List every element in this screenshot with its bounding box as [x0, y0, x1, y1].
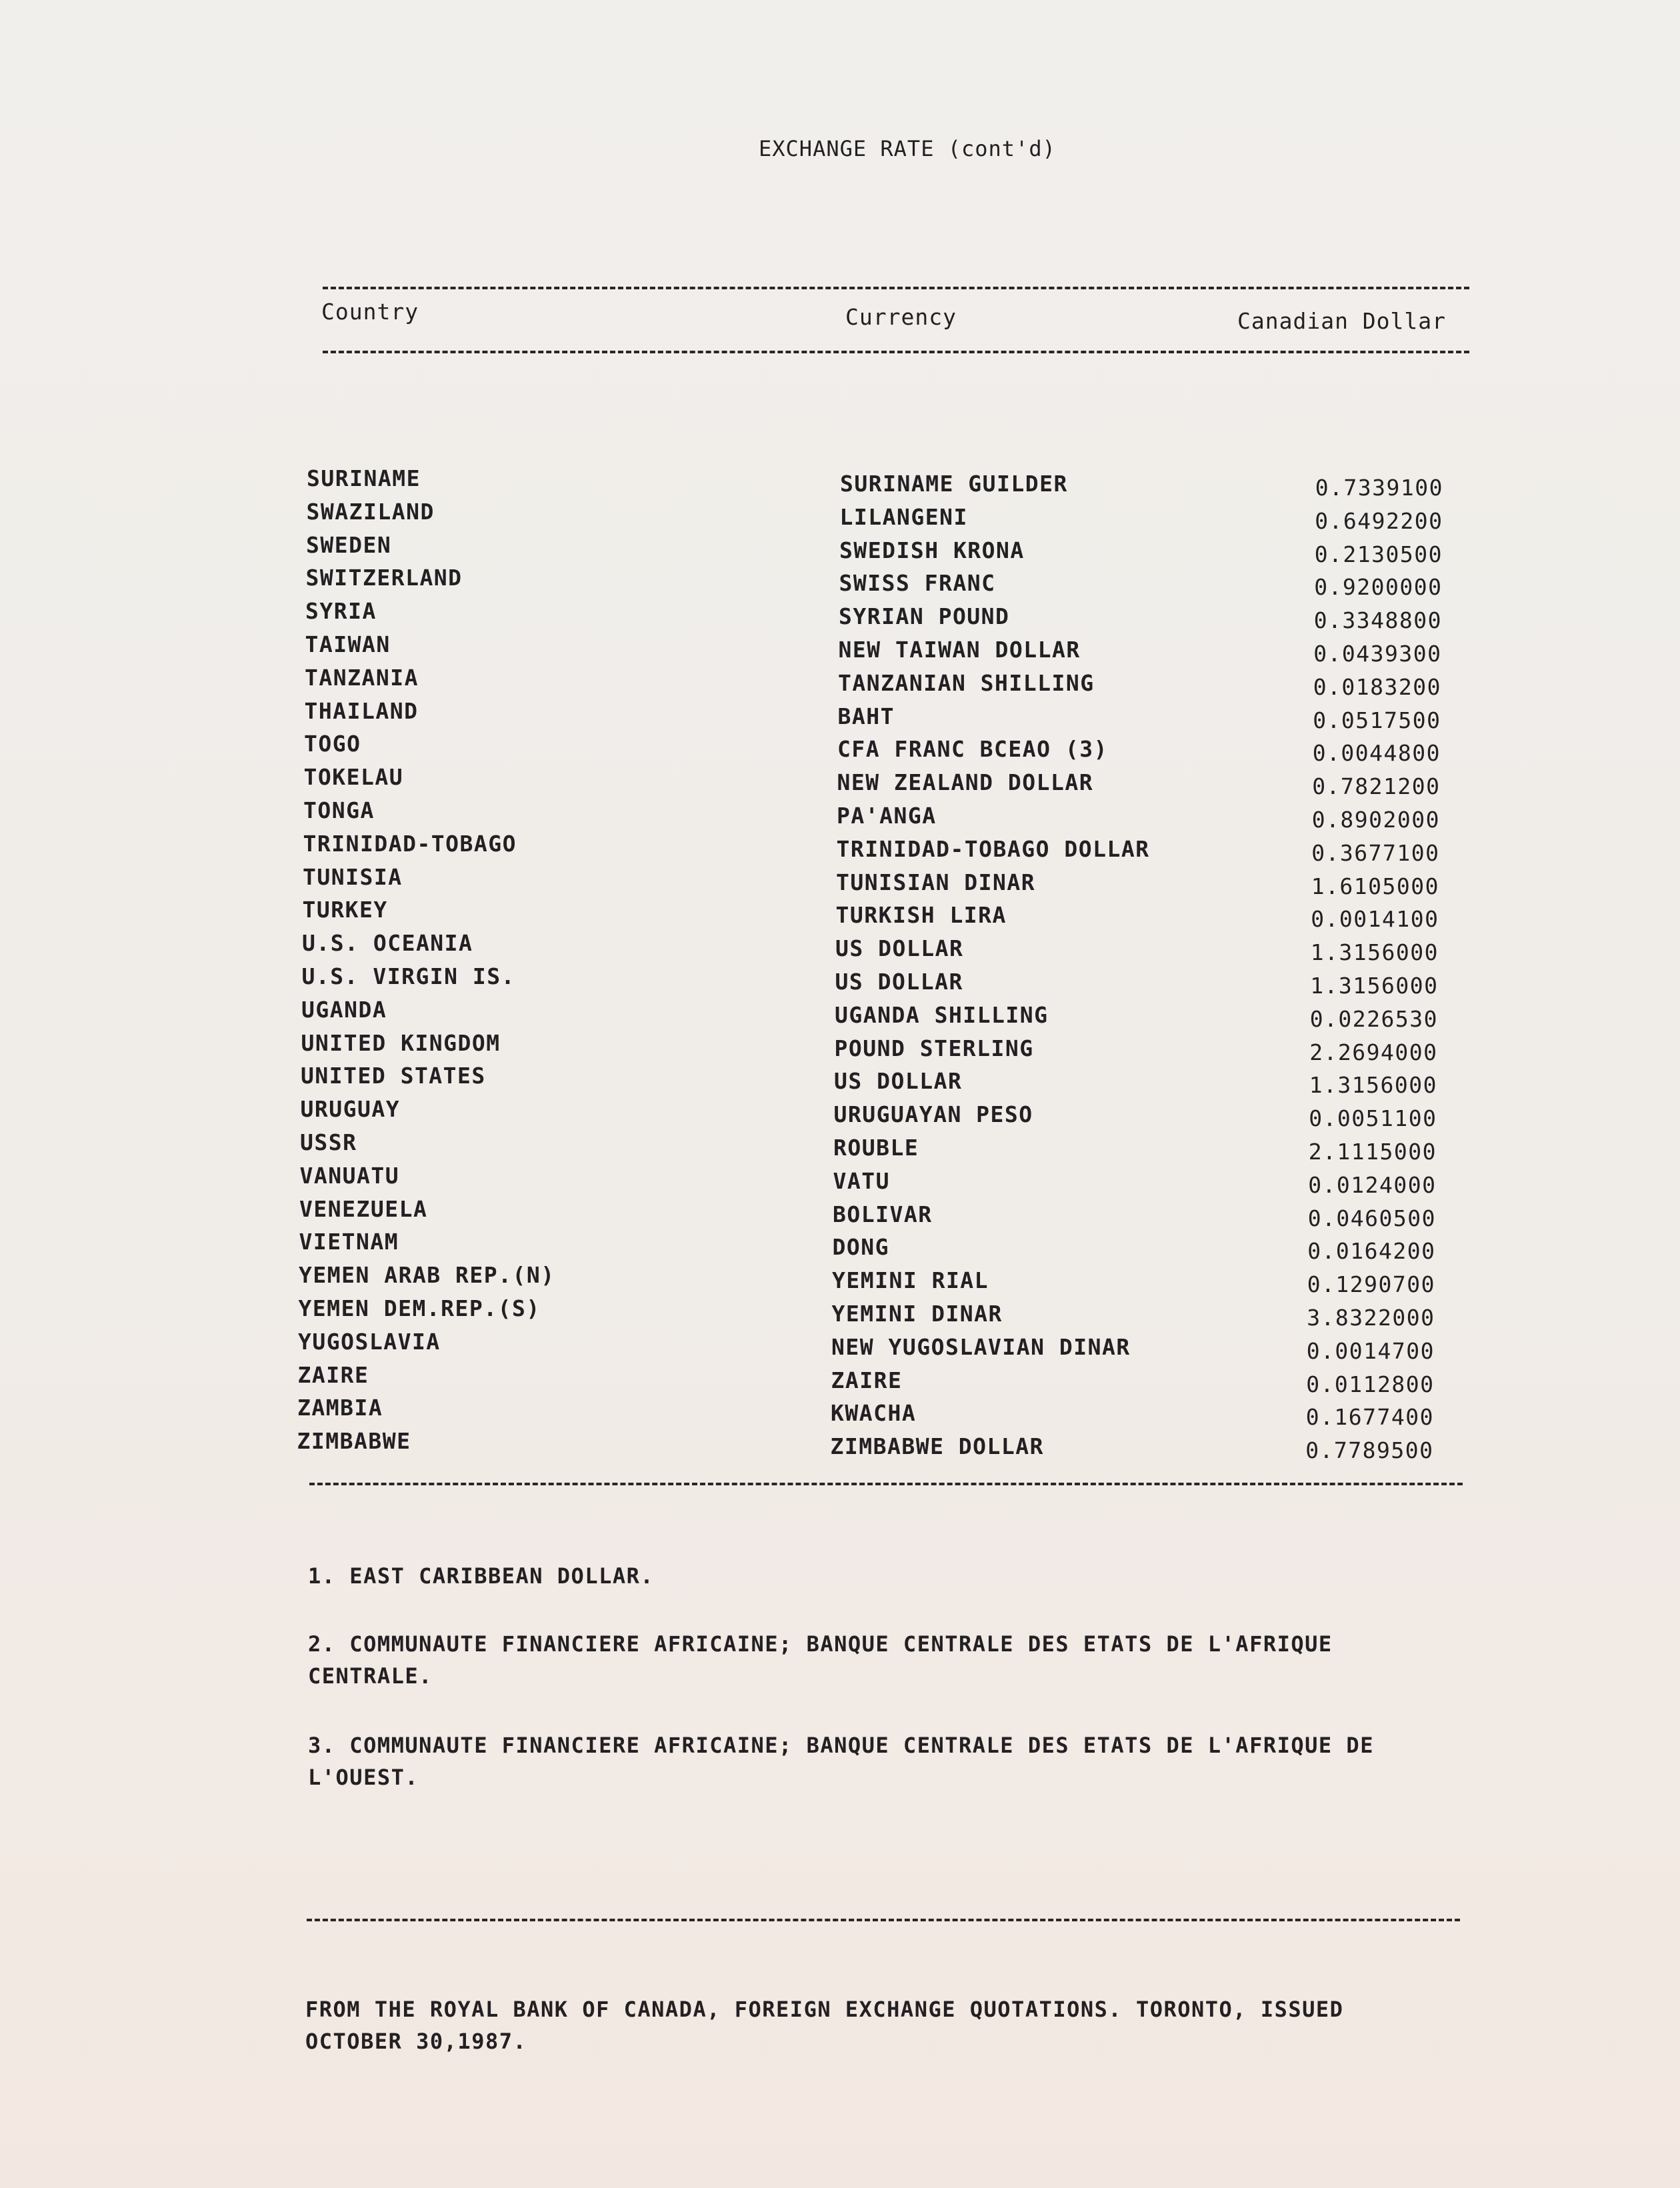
- rate-cell: 0.6492200: [1315, 507, 1443, 534]
- country-cell: ZIMBABWE: [297, 1428, 411, 1455]
- rate-cell: 3.8322000: [1307, 1304, 1435, 1331]
- header-top-rule: [323, 287, 1469, 289]
- footnote-3: 3. COMMUNAUTE FINANCIERE AFRICAINE; BANQUE CENTRALE DES ETATS DE L'AFRIQUE DE L'OUEST.: [308, 1733, 1374, 1790]
- rate-cell: 0.0164200: [1307, 1238, 1436, 1265]
- currency-cell: YEMINI RIAL: [832, 1267, 989, 1294]
- footnote-2: 2. COMMUNAUTE FINANCIERE AFRICAINE; BANQUE CENTRALE DES ETATS DE L'AFRIQUE CENTRALE.: [308, 1631, 1333, 1689]
- currency-cell: NEW TAIWAN DOLLAR: [838, 636, 1081, 663]
- column-header-country: Country: [321, 299, 419, 325]
- table-row: [302, 897, 1449, 933]
- currency-cell: LILANGENI: [839, 503, 968, 530]
- rate-cell: 0.0051100: [1309, 1105, 1437, 1132]
- currency-cell: NEW ZEALAND DOLLAR: [837, 769, 1094, 796]
- table-row: [307, 499, 1453, 532]
- table-bottom-rule: [309, 1483, 1463, 1485]
- currency-cell: YEMINI DINAR: [831, 1300, 1003, 1327]
- currency-cell: TURKISH LIRA: [835, 902, 1007, 929]
- rate-cell: 0.7789500: [1305, 1437, 1434, 1464]
- table-row: [306, 532, 1453, 565]
- country-cell: SWEDEN: [306, 531, 392, 558]
- currency-cell: URUGUAYAN PESO: [833, 1101, 1033, 1128]
- rate-cell: 0.0517500: [1313, 707, 1441, 733]
- table-row: [300, 1129, 1447, 1163]
- country-cell: THAILAND: [304, 697, 419, 724]
- currency-cell: US DOLLAR: [835, 935, 964, 962]
- rate-cell: 1.3156000: [1310, 972, 1439, 999]
- currency-cell: ZAIRE: [831, 1367, 903, 1393]
- currency-cell: US DOLLAR: [834, 1068, 963, 1095]
- table-row: [298, 1362, 1445, 1395]
- currency-cell: NEW YUGOSLAVIAN DINAR: [831, 1333, 1131, 1360]
- column-header-currency: Currency: [845, 304, 957, 330]
- currency-cell: US DOLLAR: [835, 968, 963, 995]
- table-row: [303, 797, 1450, 831]
- rate-cell: 0.0226530: [1309, 1005, 1438, 1032]
- rate-cell: 0.0112800: [1306, 1371, 1435, 1397]
- currency-cell: BAHT: [837, 703, 895, 729]
- country-cell: VIETNAM: [299, 1229, 399, 1255]
- header-bottom-rule: [323, 351, 1469, 353]
- country-cell: UNITED KINGDOM: [301, 1029, 501, 1056]
- rate-cell: 2.1115000: [1308, 1138, 1437, 1165]
- currency-cell: KWACHA: [831, 1400, 917, 1427]
- country-cell: SYRIA: [305, 598, 377, 625]
- rate-cell: 0.0014100: [1311, 906, 1439, 933]
- rate-cell: 0.3677100: [1311, 839, 1440, 866]
- table-row: [299, 1262, 1445, 1298]
- table-row: [302, 963, 1449, 997]
- table-row: [300, 1096, 1447, 1132]
- country-cell: USSR: [300, 1129, 357, 1155]
- currency-cell: SWEDISH KRONA: [839, 537, 1025, 563]
- table-row: [301, 1030, 1448, 1063]
- country-cell: VENEZUELA: [299, 1195, 428, 1222]
- country-cell: TOKELAU: [303, 764, 404, 791]
- page-title: EXCHANGE RATE (cont'd): [759, 136, 1056, 161]
- country-cell: SWAZILAND: [306, 498, 435, 525]
- country-cell: VANUATU: [299, 1162, 400, 1189]
- table-row: [299, 1295, 1445, 1329]
- currency-cell: SWISS FRANC: [839, 570, 996, 597]
- table-row: [307, 465, 1453, 499]
- country-cell: TRINIDAD-TOBAGO: [303, 830, 517, 857]
- rate-cell: 1.3156000: [1309, 1072, 1437, 1099]
- rate-cell: 0.0044800: [1312, 740, 1441, 767]
- country-cell: YUGOSLAVIA: [298, 1328, 441, 1355]
- table-row: [305, 698, 1451, 731]
- table-row: [303, 864, 1449, 897]
- exchange-rate-table: [297, 465, 1453, 1464]
- currency-cell: SYRIAN POUND: [839, 603, 1010, 630]
- currency-cell: VATU: [833, 1167, 890, 1194]
- country-cell: TUNISIA: [303, 863, 403, 890]
- currency-cell: SURINAME GUILDER: [840, 471, 1068, 497]
- table-row: [303, 831, 1450, 864]
- rate-cell: 1.6105000: [1311, 873, 1439, 899]
- country-cell: TOGO: [304, 731, 361, 757]
- table-row: [299, 1229, 1446, 1265]
- country-cell: TURKEY: [302, 897, 388, 923]
- currency-cell: BOLIVAR: [833, 1201, 933, 1227]
- country-cell: YEMEN DEM.REP.(S): [298, 1295, 541, 1321]
- table-row: [305, 565, 1453, 601]
- rate-cell: 2.2694000: [1309, 1039, 1438, 1065]
- table-row: [297, 1428, 1444, 1464]
- rate-cell: 0.0124000: [1308, 1171, 1437, 1198]
- country-cell: SWITZERLAND: [305, 565, 463, 591]
- country-cell: U.S. OCEANIA: [302, 930, 473, 957]
- currency-cell: TRINIDAD-TOBAGO DOLLAR: [836, 835, 1150, 862]
- currency-cell: UGANDA SHILLING: [835, 1001, 1049, 1028]
- country-cell: ZAIRE: [297, 1361, 369, 1388]
- rate-cell: 0.7339100: [1315, 475, 1443, 501]
- rate-cell: 0.0439300: [1313, 640, 1442, 667]
- source-note: FROM THE ROYAL BANK OF CANADA, FOREIGN EXCHANGE QUOTATIONS. TORONTO, ISSUED OCTOBER 30,1987.: [305, 1997, 1344, 2054]
- currency-cell: TUNISIAN DINAR: [836, 869, 1036, 895]
- table-row: [304, 731, 1451, 767]
- country-cell: TONGA: [303, 797, 375, 823]
- rate-cell: 0.8902000: [1311, 806, 1440, 833]
- table-row: [302, 930, 1449, 966]
- table-row: [299, 1196, 1446, 1229]
- country-cell: ZAMBIA: [297, 1395, 383, 1421]
- currency-cell: POUND STERLING: [834, 1035, 1034, 1061]
- table-row: [298, 1329, 1445, 1362]
- country-cell: UGANDA: [301, 996, 387, 1023]
- country-cell: TAIWAN: [305, 631, 391, 657]
- table-row: [305, 631, 1452, 665]
- column-header-rate: Canadian Dollar: [1237, 308, 1447, 334]
- currency-cell: TANZANIAN SHILLING: [838, 669, 1095, 696]
- table-row: [305, 665, 1451, 698]
- currency-cell: ROUBLE: [833, 1134, 919, 1161]
- footnote-1: 1. EAST CARIBBEAN DOLLAR.: [308, 1563, 655, 1589]
- rate-cell: 0.1677400: [1305, 1404, 1434, 1431]
- country-cell: U.S. VIRGIN IS.: [301, 963, 516, 989]
- table-row: [300, 1163, 1447, 1196]
- rate-cell: 0.7821200: [1312, 773, 1441, 800]
- currency-cell: DONG: [832, 1234, 889, 1261]
- table-row: [297, 1395, 1444, 1431]
- table-row: [301, 997, 1448, 1030]
- rate-cell: 0.3348800: [1313, 607, 1442, 634]
- table-row: [303, 764, 1451, 800]
- table-row: [301, 1063, 1447, 1099]
- currency-cell: PA'ANGA: [837, 802, 937, 829]
- table-row: [305, 598, 1452, 634]
- country-cell: UNITED STATES: [301, 1063, 486, 1089]
- country-cell: YEMEN ARAB REP.(N): [299, 1262, 555, 1289]
- country-cell: TANZANIA: [305, 664, 419, 691]
- rate-cell: 0.1290700: [1307, 1271, 1435, 1298]
- currency-cell: ZIMBABWE DOLLAR: [830, 1433, 1045, 1460]
- footer-rule: [307, 1919, 1460, 1921]
- country-cell: URUGUAY: [300, 1096, 401, 1123]
- currency-cell: CFA FRANC BCEAO (3): [837, 736, 1108, 763]
- rate-cell: 0.9200000: [1314, 574, 1443, 601]
- rate-cell: 0.0460500: [1307, 1205, 1436, 1231]
- country-cell: SURINAME: [307, 465, 421, 491]
- rate-cell: 0.2130500: [1314, 541, 1443, 567]
- rate-cell: 1.3156000: [1310, 939, 1439, 966]
- rate-cell: 0.0183200: [1313, 673, 1441, 700]
- rate-cell: 0.0014700: [1306, 1337, 1435, 1364]
